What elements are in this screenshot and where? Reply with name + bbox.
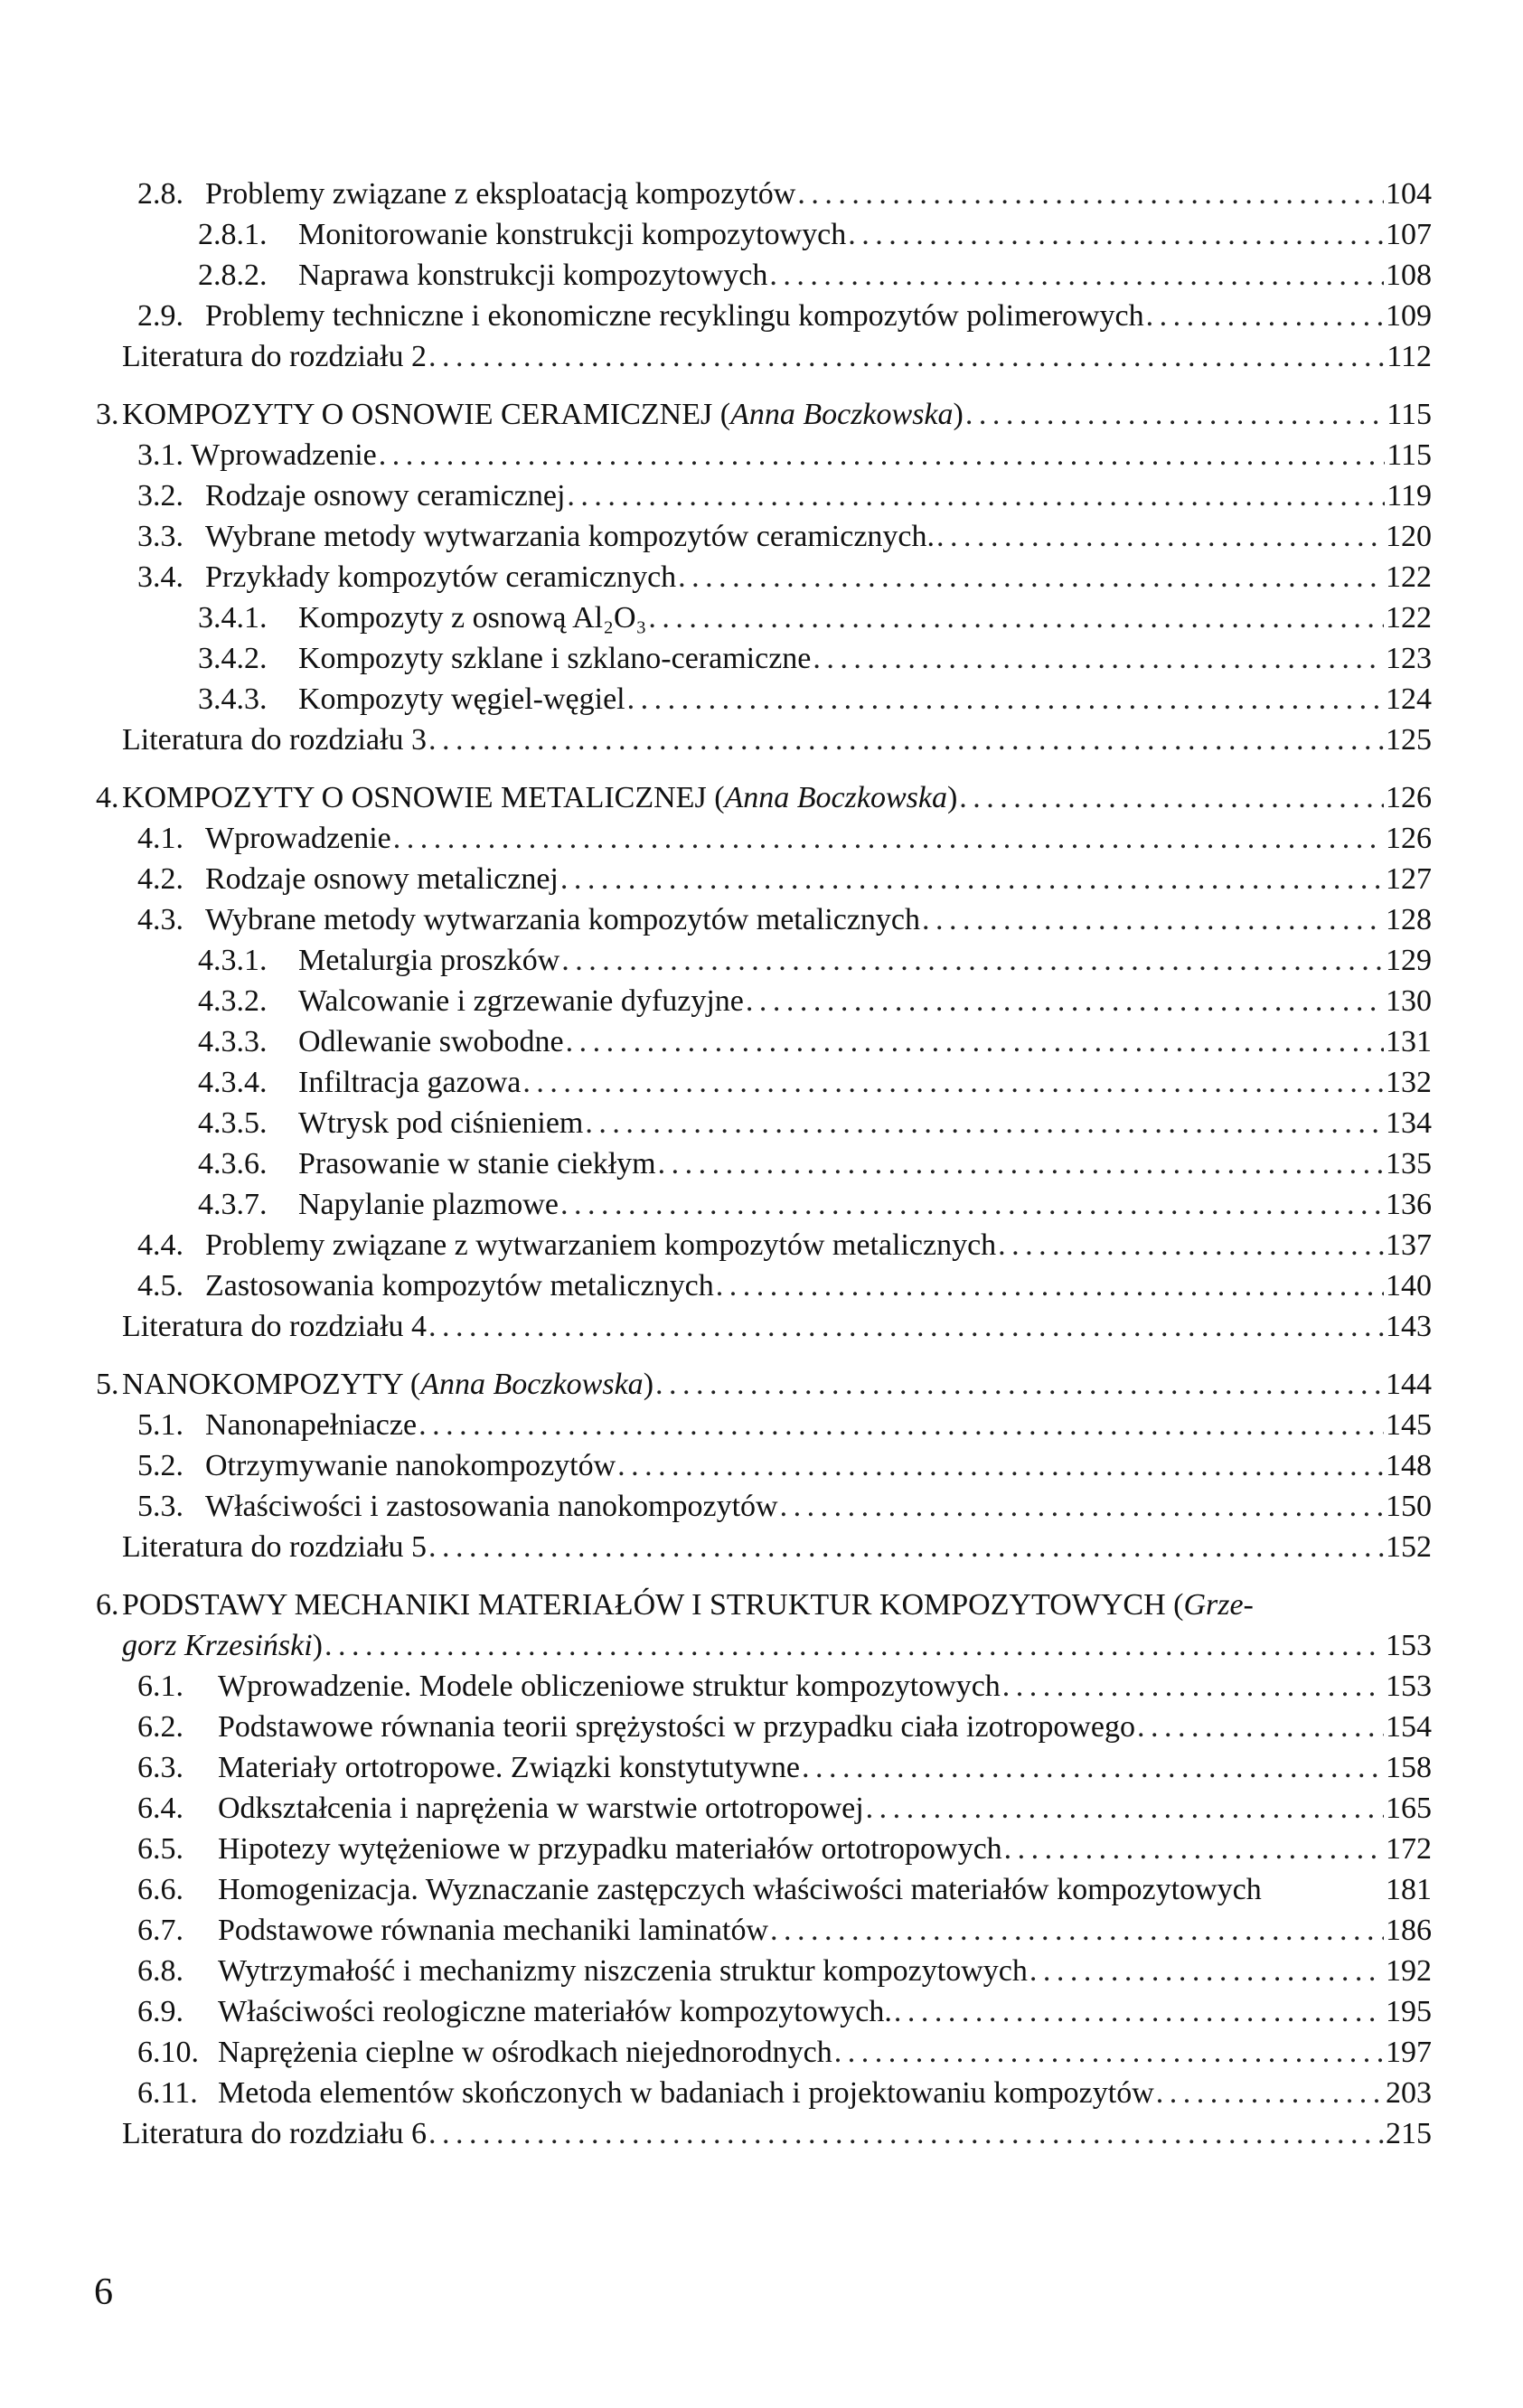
entry-title [218, 1829, 1002, 1869]
toc-entry [96, 475, 1432, 516]
dot-leader [922, 899, 1384, 940]
toc-entry [96, 1445, 1432, 1486]
entry-number: 5. [96, 1368, 119, 1401]
dot-leader [1137, 1707, 1384, 1747]
entry-title [298, 597, 646, 638]
entry-title-text: Wytrzymałość i mechanizmy niszczenia struktur kompozytowych [218, 1954, 1028, 1988]
entry-title-text: Kompozyty szklane i szklano-ceramiczne [298, 642, 812, 675]
entry-number: 4.2. [137, 862, 183, 896]
entry-title [205, 1265, 714, 1306]
entry-page: 148 [1386, 1449, 1432, 1482]
dot-leader [428, 2113, 1384, 2154]
toc-entry [96, 2032, 1432, 2073]
entry-title-text: Prasowanie w stanie ciekłym [298, 1147, 656, 1180]
toc-entry [96, 1666, 1432, 1707]
entry-page: 195 [1386, 1995, 1432, 2028]
entry-title-text: Materiały ortotropowe. Związki konstytutywne [218, 1751, 800, 1784]
entry-page: 125 [1386, 723, 1432, 757]
entry-author: Anna Boczkowska [724, 781, 947, 814]
toc-entry [96, 557, 1432, 597]
entry-title-text: Metalurgia proszków [298, 944, 560, 977]
entry-title-text: Literatura do rozdziału 5 [122, 1530, 428, 1564]
toc-entry [96, 1788, 1432, 1829]
entry-title [205, 818, 391, 859]
entry-title: KOMPOZYTY O OSNOWIE CERAMICZNEJ (Anna Boczkowska) [122, 398, 964, 431]
entry-number: 2.8.1. [198, 218, 268, 251]
toc-entry [96, 1062, 1432, 1103]
entry-number: 5.2. [137, 1449, 183, 1482]
dot-leader [324, 1625, 1384, 1666]
entry-page: 137 [1386, 1228, 1432, 1262]
toc-entry [96, 818, 1432, 859]
entry-title [298, 255, 767, 296]
entry-number: 3.4. [137, 560, 183, 594]
entry-number: 4.3.7. [198, 1188, 268, 1221]
toc-bibliography [96, 720, 1432, 760]
toc-entry [96, 1265, 1432, 1306]
entry-page: 144 [1386, 1368, 1432, 1401]
dot-leader [678, 557, 1384, 597]
toc-entry [96, 859, 1432, 899]
entry-title [218, 1747, 800, 1788]
entry-title [218, 1666, 1001, 1707]
entry-number: 6.10. [137, 2036, 199, 2069]
entry-page: 108 [1386, 259, 1432, 292]
entry-title [298, 940, 559, 981]
entry-title-text: Homogenizacja. Wyznaczanie zastępczych właściwości materiałów kompozytowych [218, 1873, 1262, 1906]
toc-entry [96, 174, 1432, 214]
entry-page: 130 [1386, 984, 1432, 1018]
entry-title-text: Wprowadzenie. Modele obliczeniowe struktur kompozytowych [218, 1670, 1001, 1703]
dot-leader [998, 1225, 1384, 1265]
entry-title [205, 296, 1144, 336]
entry-number: 6.2. [137, 1710, 183, 1744]
toc-entry [96, 1829, 1432, 1869]
entry-title [205, 859, 559, 899]
entry-title-text: Właściwości reologiczne materiałów kompozytowych. [218, 1995, 892, 2028]
entry-title [218, 1788, 864, 1829]
dot-leader [802, 1747, 1384, 1788]
entry-title-text: Monitorowanie konstrukcji kompozytowych [298, 218, 847, 251]
toc-chapter [96, 777, 1432, 818]
toc-entry [96, 597, 1432, 638]
entry-number: 3.1. [137, 438, 183, 472]
entry-title [298, 1103, 583, 1143]
entry-title-text: Literatura do rozdziału 3 [122, 723, 428, 757]
toc-entry [96, 1486, 1432, 1527]
dot-leader [566, 1021, 1384, 1062]
entry-title-text: KOMPOZYTY O OSNOWIE CERAMICZNEJ [122, 398, 713, 431]
entry-number: 6. [96, 1588, 119, 1622]
entry-page: 154 [1386, 1710, 1432, 1744]
toc-bibliography [96, 2113, 1432, 2154]
entry-title-text: Napylanie plazmowe [298, 1188, 559, 1221]
entry-title-text: Wprowadzenie [205, 822, 391, 855]
dot-leader [655, 1364, 1384, 1405]
entry-title [205, 174, 795, 214]
dot-leader [769, 255, 1384, 296]
entry-title [205, 1225, 996, 1265]
entry-number: 4.3.5. [198, 1106, 268, 1140]
entry-title [298, 214, 846, 255]
entry-page: 126 [1386, 781, 1432, 814]
entry-page: 128 [1386, 903, 1432, 936]
entry-title-text: Wtrysk pod ciśnieniem [298, 1106, 584, 1140]
entry-page: 119 [1387, 479, 1432, 513]
dot-leader [428, 1306, 1384, 1347]
dot-leader [522, 1062, 1384, 1103]
dot-leader [658, 1143, 1384, 1184]
dot-leader [797, 174, 1384, 214]
entry-title-text: Naprężenia cieplne w ośrodkach niejednorodnych [218, 2036, 832, 2069]
entry-title-text: Kompozyty z osnową Al₂O₃ [298, 601, 647, 635]
dot-leader [780, 1486, 1384, 1527]
dot-leader [746, 981, 1384, 1021]
toc-entry [96, 940, 1432, 981]
entry-number: 6.9. [137, 1995, 183, 2028]
toc-entry [96, 1021, 1432, 1062]
entry-number: 4.4. [137, 1228, 183, 1262]
toc-entry [96, 1951, 1432, 1991]
dot-leader [770, 1910, 1384, 1951]
toc-entry [96, 214, 1432, 255]
entry-page: 150 [1386, 1490, 1432, 1523]
entry-title [298, 679, 625, 720]
entry-title-text: Problemy związane z eksploatacją kompozytów [205, 177, 796, 211]
entry-number: 5.3. [137, 1490, 183, 1523]
entry-title [218, 1951, 1028, 1991]
dot-leader [834, 2032, 1384, 2073]
entry-title [122, 2113, 427, 2154]
entry-number: 6.11. [137, 2076, 198, 2110]
toc-entry [96, 1869, 1432, 1910]
entry-title [205, 475, 565, 516]
entry-page: 181 [1386, 1873, 1432, 1906]
toc-entry [96, 638, 1432, 679]
entry-page: 153 [1386, 1629, 1432, 1662]
dot-leader [965, 394, 1385, 435]
toc-entry [96, 296, 1432, 336]
entry-page: 153 [1386, 1670, 1432, 1703]
toc-bibliography [96, 1306, 1432, 1347]
dot-leader [894, 1991, 1384, 2032]
toc-entry [96, 1910, 1432, 1951]
entry-page: 122 [1386, 601, 1432, 635]
dot-leader [585, 1103, 1384, 1143]
entry-number: 6.1. [137, 1670, 183, 1703]
entry-title-text: Zastosowania kompozytów metalicznych [205, 1269, 714, 1303]
entry-title: PODSTAWY MECHANIKI MATERIAŁÓW I STRUKTUR KOMPOZYTOWYCH (Grze- [122, 1588, 1254, 1622]
entry-page: 115 [1387, 398, 1432, 431]
entry-title: gorz Krzesiński) [122, 1629, 323, 1662]
entry-page: 143 [1386, 1310, 1432, 1343]
entry-page: 135 [1386, 1147, 1432, 1180]
entry-number: 4.3. [137, 903, 183, 936]
dot-leader [627, 679, 1384, 720]
entry-title-text: Odkształcenia i naprężenia w warstwie ortotropowej [218, 1792, 864, 1825]
entry-number: 6.5. [137, 1832, 183, 1866]
entry-title [205, 557, 676, 597]
toc-entry [96, 1747, 1432, 1788]
toc-entry [96, 1225, 1432, 1265]
entry-page: 104 [1386, 177, 1432, 211]
entry-page: 131 [1386, 1025, 1432, 1058]
entry-number: 3.4.2. [198, 642, 268, 675]
entry-title-text: Wybrane metody wytwarzania kompozytów ceramicznych. [205, 520, 935, 553]
dot-leader [428, 1527, 1384, 1567]
entry-number: 2.9. [137, 299, 183, 333]
entry-number: 4.3.4. [198, 1066, 268, 1099]
entry-number: 3.3. [137, 520, 183, 553]
entry-title-text: NANOKOMPOZYTY [122, 1368, 403, 1401]
entry-number: 4.3.6. [198, 1147, 268, 1180]
toc-entry [96, 1103, 1432, 1143]
dot-leader [1146, 296, 1384, 336]
entry-title [122, 336, 427, 377]
entry-page: 172 [1386, 1832, 1432, 1866]
dot-leader [428, 720, 1384, 760]
entry-title [218, 1910, 768, 1951]
toc-entry [96, 516, 1432, 557]
dot-leader [561, 940, 1384, 981]
dot-leader [560, 859, 1384, 899]
entry-title-text: Metoda elementów skończonych w badaniach i projektowaniu kompozytów [218, 2076, 1154, 2110]
entry-title-text: Literatura do rozdziału 6 [122, 2117, 428, 2150]
entry-page: 132 [1386, 1066, 1432, 1099]
entry-page: 120 [1386, 520, 1432, 553]
entry-author: Anna Boczkowska [420, 1368, 644, 1401]
entry-number: 4.3.2. [198, 984, 268, 1018]
entry-title-text: Problemy techniczne i ekonomiczne recyklingu kompozytów polimerowych [205, 299, 1144, 333]
table-of-contents [96, 174, 1432, 2154]
entry-title [122, 720, 427, 760]
toc-entry [96, 2073, 1432, 2113]
entry-title [205, 1486, 778, 1527]
entry-number: 3.2. [137, 479, 183, 513]
entry-page: 123 [1386, 642, 1432, 675]
entry-page: 127 [1386, 862, 1432, 896]
entry-number: 4.5. [137, 1269, 183, 1303]
toc-entry [96, 981, 1432, 1021]
toc-entry [96, 679, 1432, 720]
toc-bibliography [96, 1527, 1432, 1567]
entry-number: 4. [96, 781, 119, 814]
entry-number: 3. [96, 398, 119, 431]
entry-page: 112 [1387, 340, 1432, 373]
entry-title [298, 981, 744, 1021]
entry-title-text: Problemy związane z wytwarzaniem kompozytów metalicznych [205, 1228, 997, 1262]
entry-author: Grze- [1183, 1588, 1254, 1622]
entry-title-text: Literatura do rozdziału 4 [122, 1310, 428, 1343]
entry-title-text: Kompozyty węgiel-węgiel [298, 682, 625, 716]
entry-page: 126 [1386, 822, 1432, 855]
dot-leader [866, 1788, 1384, 1829]
entry-page: 186 [1386, 1914, 1432, 1947]
entry-title-text: Właściwości i zastosowania nanokompozytów [205, 1490, 778, 1523]
entry-number: 4.3.1. [198, 944, 268, 977]
toc-entry [96, 435, 1432, 475]
dot-leader [428, 336, 1385, 377]
toc-bibliography [96, 336, 1432, 377]
entry-title-text: Wybrane metody wytwarzania kompozytów metalicznych [205, 903, 920, 936]
entry-title [122, 1306, 427, 1347]
dot-leader [848, 214, 1384, 255]
entry-title-text: Rodzaje osnowy ceramicznej [205, 479, 566, 513]
dot-leader [1004, 1829, 1384, 1869]
entry-title [191, 435, 377, 475]
toc-entry [96, 899, 1432, 940]
entry-page: 107 [1386, 218, 1432, 251]
entry-title-text: Infiltracja gazowa [298, 1066, 522, 1099]
entry-title-text: PODSTAWY MECHANIKI MATERIAŁÓW I STRUKTUR KOMPOZYTOWYCH [122, 1588, 1166, 1622]
entry-number: 4.3.3. [198, 1025, 268, 1058]
toc-entry [96, 255, 1432, 296]
dot-leader [959, 777, 1384, 818]
entry-title-text: Przykłady kompozytów ceramicznych [205, 560, 677, 594]
toc-entry [96, 1991, 1432, 2032]
entry-title [205, 1405, 417, 1445]
entry-page: 122 [1386, 560, 1432, 594]
entry-title [122, 1527, 427, 1567]
entry-title: NANOKOMPOZYTY (Anna Boczkowska) [122, 1368, 654, 1401]
entry-author: gorz Krzesiński [122, 1629, 313, 1662]
dot-leader [617, 1445, 1384, 1486]
dot-leader [1156, 2073, 1384, 2113]
dot-leader [716, 1265, 1384, 1306]
entry-page: 203 [1386, 2076, 1432, 2110]
entry-number: 2.8.2. [198, 259, 268, 292]
dot-leader [648, 597, 1384, 638]
entry-title [298, 638, 811, 679]
entry-author: Anna Boczkowska [730, 398, 954, 431]
dot-leader [567, 475, 1385, 516]
dot-leader [560, 1184, 1384, 1225]
toc-entry [96, 1143, 1432, 1184]
entry-title-text: Wprowadzenie [191, 438, 377, 472]
entry-title [205, 899, 920, 940]
entry-page: 109 [1386, 299, 1432, 333]
dot-leader [936, 516, 1384, 557]
entry-title-text: Otrzymywanie nanokompozytów [205, 1449, 616, 1482]
entry-title-text: Naprawa konstrukcji kompozytowych [298, 259, 768, 292]
entry-title [298, 1184, 559, 1225]
entry-title-text: Podstawowe równania teorii sprężystości w przypadku ciała izotropowego [218, 1710, 1135, 1744]
entry-page: 152 [1386, 1530, 1432, 1564]
entry-title [218, 1869, 1262, 1910]
page-number: 6 [94, 2272, 113, 2313]
toc-entry [96, 1184, 1432, 1225]
dot-leader [1029, 1951, 1384, 1991]
entry-page: 134 [1386, 1106, 1432, 1140]
entry-title-text: Nanonapełniacze [205, 1408, 418, 1442]
entry-title [298, 1062, 521, 1103]
entry-page: 136 [1386, 1188, 1432, 1221]
entry-title [218, 1991, 892, 2032]
dot-leader [379, 435, 1385, 475]
entry-number: 3.4.3. [198, 682, 268, 716]
toc-chapter [96, 394, 1432, 435]
entry-page: 129 [1386, 944, 1432, 977]
toc-entry [96, 1707, 1432, 1747]
entry-title [298, 1021, 564, 1062]
entry-page: 197 [1386, 2036, 1432, 2069]
entry-number: 3.4.1. [198, 601, 268, 635]
entry-number: 2.8. [137, 177, 183, 211]
entry-page: 124 [1386, 682, 1432, 716]
entry-title-text: Rodzaje osnowy metalicznej [205, 862, 559, 896]
entry-title [205, 1445, 616, 1486]
entry-number: 5.1. [137, 1408, 183, 1442]
entry-title: KOMPOZYTY O OSNOWIE METALICZNEJ (Anna Boczkowska) [122, 781, 958, 814]
entry-number: 6.3. [137, 1751, 183, 1784]
entry-title [218, 2032, 832, 2073]
toc-chapter [96, 1364, 1432, 1405]
entry-page: 215 [1386, 2117, 1432, 2150]
entry-title-text: Walcowanie i zgrzewanie dyfuzyjne [298, 984, 744, 1018]
entry-number: 6.8. [137, 1954, 183, 1988]
entry-number: 6.7. [137, 1914, 183, 1947]
entry-title [218, 1707, 1135, 1747]
entry-title-text: Literatura do rozdziału 2 [122, 340, 428, 373]
entry-page: 145 [1386, 1408, 1432, 1442]
entry-page: 165 [1386, 1792, 1432, 1825]
entry-page: 192 [1386, 1954, 1432, 1988]
entry-title [298, 1143, 656, 1184]
toc-chapter-continuation [96, 1625, 1432, 1666]
entry-page: 140 [1386, 1269, 1432, 1303]
entry-title [218, 2073, 1154, 2113]
entry-number: 6.4. [137, 1792, 183, 1825]
toc-chapter [96, 1585, 1432, 1625]
entry-title-text: Hipotezy wytężeniowe w przypadku materiałów ortotropowych [218, 1832, 1002, 1866]
entry-number: 6.6. [137, 1873, 183, 1906]
entry-title [205, 516, 935, 557]
entry-page: 115 [1387, 438, 1432, 472]
entry-title-text: Podstawowe równania mechaniki laminatów [218, 1914, 769, 1947]
toc-entry [96, 1405, 1432, 1445]
entry-title-text: KOMPOZYTY O OSNOWIE METALICZNEJ [122, 781, 707, 814]
dot-leader [813, 638, 1384, 679]
entry-title-text: Odlewanie swobodne [298, 1025, 564, 1058]
entry-number: 4.1. [137, 822, 183, 855]
dot-leader [1002, 1666, 1384, 1707]
entry-page: 158 [1386, 1751, 1432, 1784]
dot-leader [418, 1405, 1384, 1445]
dot-leader [393, 818, 1384, 859]
